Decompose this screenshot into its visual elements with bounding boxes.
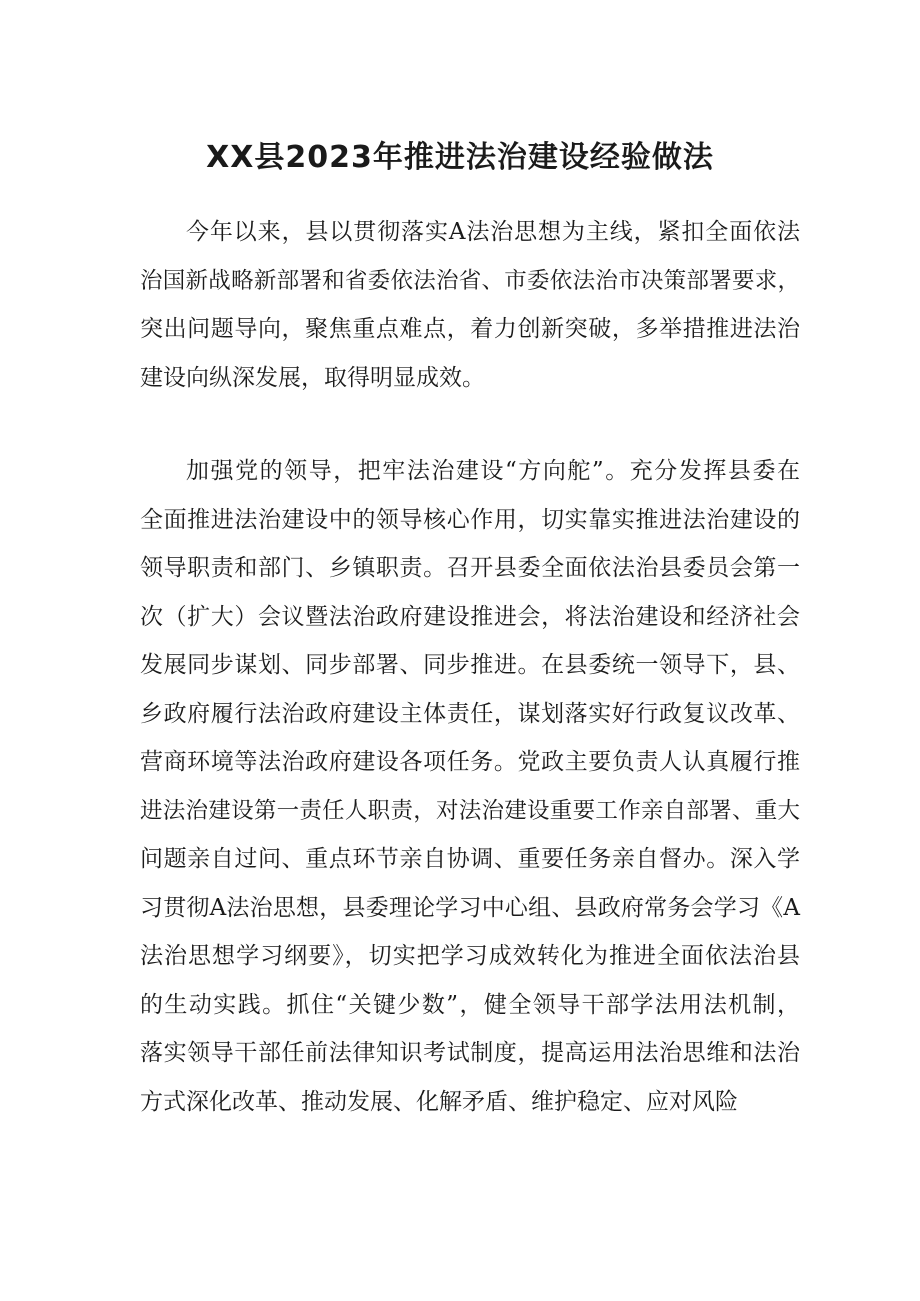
paragraph-line: 次（扩大）会议暨法治政府建设推进会，将法治建设和经济社会: [140, 603, 800, 630]
paragraph-line: 突出问题导向，聚焦重点难点，着力创新突破，多举措推进法治: [140, 316, 800, 342]
paragraph-line: 习贯彻A法治思想，县委理论学习中心组、县政府常务会学习《A: [140, 894, 800, 921]
paragraph-line: 建设向纵深发展，取得明显成效。: [140, 364, 485, 391]
paragraph-line: 的生动实践。抓住“关键少数”，健全领导干部学法用法机制，: [140, 991, 800, 1018]
paragraph-line: 治国新战略新部署和省委依法治省、市委依法治市决策部署要求，: [140, 267, 800, 294]
paragraph-line: 落实领导干部任前法律知识考试制度，提高运用法治思维和法治: [140, 1040, 800, 1066]
paragraph-line: 法治思想学习纲要》，切实把学习成效转化为推进全面依法治县: [140, 943, 800, 969]
paragraph-line: 加强党的领导，把牢法治建设“方向舵”。充分发挥县委在: [186, 458, 800, 484]
paragraph-line: 营商环境等法治政府建设各项任务。党政主要负责人认真履行推: [140, 749, 800, 775]
paragraph-line: 领导职责和部门、乡镇职责。召开县委全面依法治县委员会第一: [140, 555, 800, 581]
paragraph-line: 问题亲自过问、重点环节亲自协调、重要任务亲自督办。深入学: [140, 846, 800, 872]
paragraph-line: 乡政府履行法治政府建设主体责任，谋划落实好行政复议改革、: [140, 700, 800, 727]
paragraph-party-leadership: [140, 447, 800, 1126]
paragraph-line: 全面推进法治建设中的领导核心作用，切实靠实推进法治建设的: [140, 506, 800, 533]
paragraph-line: 进法治建设第一责任人职责，对法治建设重要工作亲自部署、重大: [140, 797, 800, 824]
paragraph-line: 今年以来，县以贯彻落实A法治思想为主线，紧扣全面依法: [186, 219, 800, 245]
paragraph-line: 方式深化改革、推动发展、化解矛盾、维护稳定、应对风险: [140, 1088, 738, 1115]
paragraph-line: 发展同步谋划、同步部署、同步推进。在县委统一领导下，县、: [140, 652, 800, 678]
document-title: XX县2023年推进法治建设经验做法: [206, 140, 714, 175]
paragraph-intro: [140, 208, 800, 402]
